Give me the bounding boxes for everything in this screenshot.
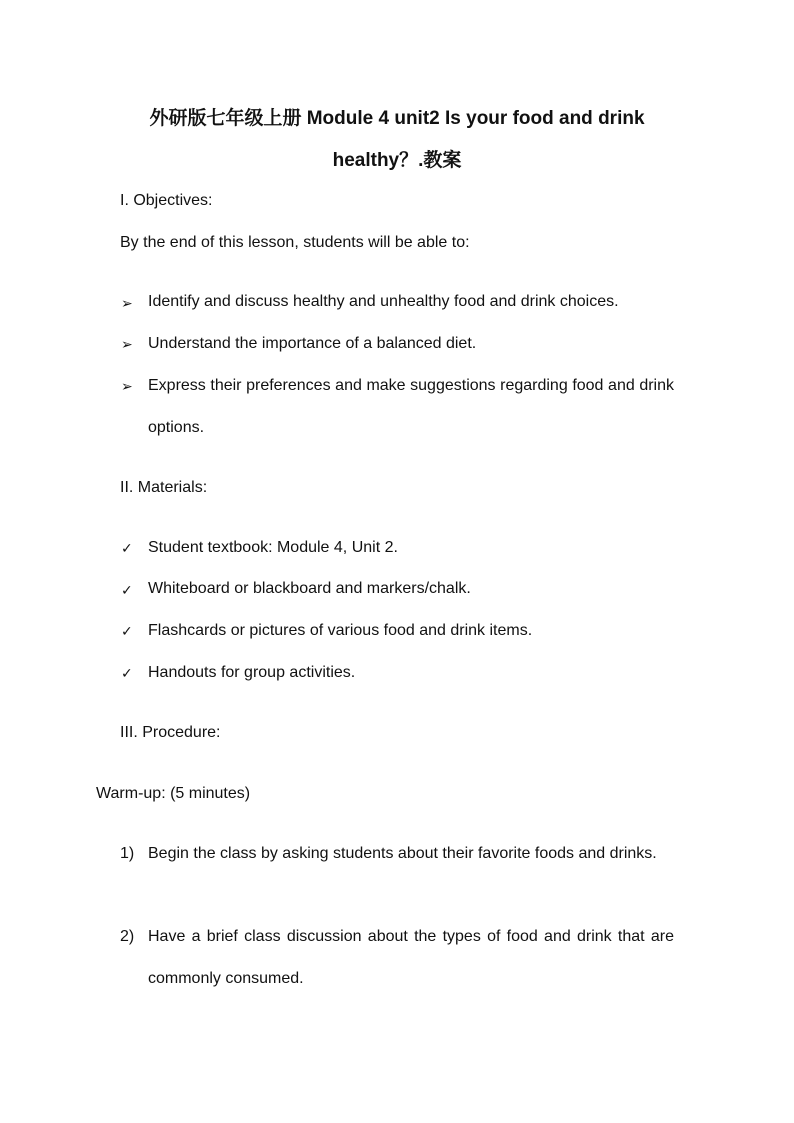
materials-heading: II. Materials: [120, 479, 208, 496]
objectives-intro: By the end of this lesson, students will be able to: [120, 234, 470, 251]
arrow-bullet-icon: ➢ [121, 378, 133, 394]
procedure-heading: III. Procedure: [120, 724, 221, 741]
checkmark-icon: ✓ [121, 540, 133, 556]
material-item: Handouts for group activities. [148, 664, 356, 681]
step-number: 2) [120, 928, 135, 945]
document-title-line-2: healthy？.教案 [332, 150, 462, 171]
checkmark-icon: ✓ [121, 582, 133, 598]
procedure-step: Begin the class by asking students about their favorite foods and drinks. [148, 845, 657, 862]
material-item: Flashcards or pictures of various food and drink items. [148, 622, 533, 639]
material-item: Student textbook: Module 4, Unit 2. [148, 539, 398, 556]
arrow-bullet-icon: ➢ [121, 295, 133, 311]
objective-item: Identify and discuss healthy and unhealthy food and drink choices. [148, 293, 619, 310]
arrow-bullet-icon: ➢ [121, 336, 133, 352]
step-number: 1) [120, 845, 135, 862]
checkmark-icon: ✓ [121, 623, 133, 639]
checkmark-icon: ✓ [121, 665, 133, 681]
objectives-heading: I. Objectives: [120, 192, 213, 209]
procedure-step: Have a brief class discussion about the types of food and drink that are commonly consumed. [148, 928, 674, 987]
objective-item: Express their preferences and make suggestions regarding food and drink options. [148, 377, 674, 436]
document-title-line-1: 外研版七年级上册 Module 4 unit2 Is your food and drink [149, 108, 645, 129]
material-item: Whiteboard or blackboard and markers/chalk. [148, 580, 471, 597]
objective-item: Understand the importance of a balanced diet. [148, 335, 477, 352]
warmup-heading: Warm-up: (5 minutes) [96, 785, 251, 802]
